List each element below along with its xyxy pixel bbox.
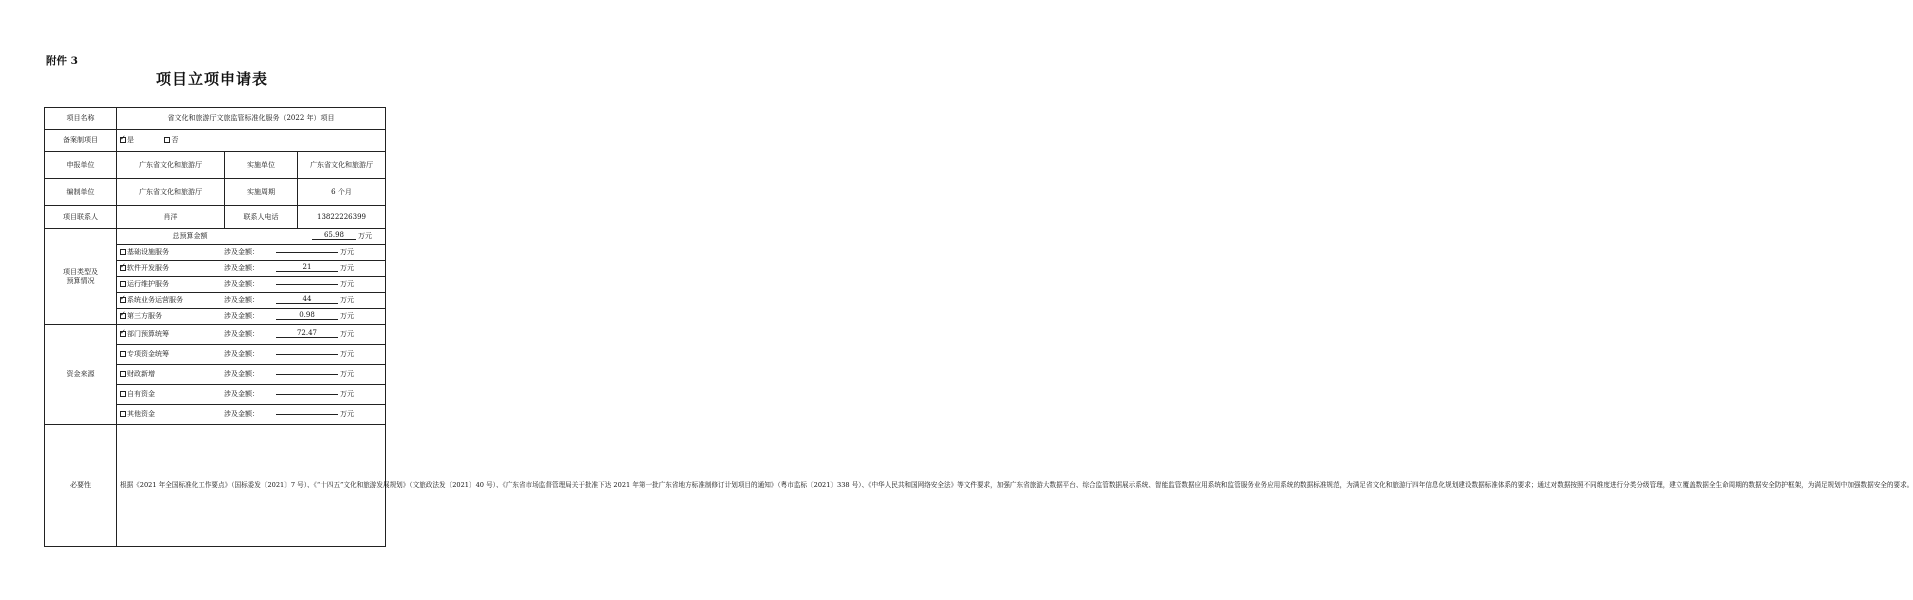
- period-value: 6 个月: [298, 179, 386, 206]
- funding-label: 资金来源: [45, 325, 117, 425]
- budget-type-label: [45, 229, 117, 325]
- project-name-value: 省文化和旅游厅文旅监管标准化服务（2022 年）项目: [117, 108, 386, 130]
- row-contact: [45, 206, 386, 229]
- filing-options: [117, 130, 386, 152]
- budget-type-checkbox[interactable]: [120, 265, 126, 271]
- filing-yes-checkbox[interactable]: [120, 137, 126, 143]
- form-title: 项目立项申请表: [155, 70, 268, 88]
- contact-value: 肖洋: [117, 206, 225, 229]
- applicant-value: 广东省文化和旅游厅: [117, 152, 225, 179]
- phone-value: 13822226399: [298, 206, 386, 229]
- budget-type-checkbox[interactable]: [120, 297, 126, 303]
- funding-amount-value: [276, 394, 338, 395]
- annex-label: 附件 3: [46, 55, 78, 67]
- necessity-row: [45, 425, 386, 547]
- budget-amount-label: 涉及金额：: [224, 280, 259, 289]
- budget-amount-unit: 万元: [340, 280, 354, 289]
- funding-amount-label: 涉及金额：: [224, 330, 259, 339]
- row-filing: [45, 130, 386, 152]
- funding-name: 部门预算统筹: [127, 330, 169, 339]
- budget-total-cell: [117, 229, 386, 245]
- funding-name: 其他资金: [127, 410, 155, 419]
- funding-amount-unit: 万元: [340, 410, 354, 419]
- funding-amount-label: 涉及金额：: [224, 370, 259, 379]
- funding-amount-value: [276, 354, 338, 355]
- necessity-text: 根据《2021 年全国标准化工作要点》（国标委发〔2021〕7 号）、《“十四五”文化和旅游发展规划》（文旅政法发〔2021〕40 号）、《广东省市场监督管理局关于批准下达 2021 年第一批广东省地方标准制修订计划项目的通知》（粤市监标〔2021〕338 号）、《中华人民共和国网络安全法》等文件要求，加强广东省旅游大数据平台、综合监管数据展示系统、智能监管数据应用系统和监管服务业务应用系统的数据标准规范，为满足省文化和旅游厅四年信息化规划建设数据标准体系的要求；通过对数据按照不同维度进行分类分级管理，建立覆盖数据全生命周期的数据安全防护框架，为满足规划中加强数据安全的要求。: [117, 425, 386, 547]
- budget-amount-unit: 万元: [340, 248, 354, 257]
- impl-unit-value: 广东省文化和旅游厅: [298, 152, 386, 179]
- project-name-label: 项目名称: [45, 108, 117, 130]
- funding-amount-label: 涉及金额：: [224, 410, 259, 419]
- phone-label: 联系人电话: [225, 206, 298, 229]
- budget-amount-value: 21: [276, 264, 338, 272]
- budget-type-name: 基础设施服务: [127, 248, 169, 257]
- funding-checkbox[interactable]: [120, 371, 126, 377]
- compiler-label: 编制单位: [45, 179, 117, 206]
- filing-yes-label: 是: [127, 136, 134, 145]
- budget-type-name: 软件开发服务: [127, 264, 169, 273]
- budget-type-checkbox[interactable]: [120, 281, 126, 287]
- budget-amount-label: 涉及金额：: [224, 296, 259, 305]
- budget-amount-unit: 万元: [340, 312, 354, 321]
- row-applicant: [45, 152, 386, 179]
- filing-no-label: 否: [171, 136, 179, 145]
- row-compiler: [45, 179, 386, 206]
- funding-amount-unit: 万元: [340, 350, 354, 359]
- budget-amount-unit: 万元: [340, 296, 354, 305]
- compiler-value: 广东省文化和旅游厅: [117, 179, 225, 206]
- funding-name: 自有资金: [127, 390, 155, 399]
- budget-amount-value: 0.98: [276, 312, 338, 320]
- budget-amount-value: 44: [276, 296, 338, 304]
- funding-checkbox[interactable]: [120, 351, 126, 357]
- budget-amount-label: 涉及金额：: [224, 264, 259, 273]
- funding-amount-value: [276, 414, 338, 415]
- funding-row: [45, 325, 386, 345]
- budget-total-row: [45, 229, 386, 245]
- funding-amount-value: 72.47: [276, 330, 338, 338]
- budget-type-name: 第三方服务: [127, 312, 162, 321]
- filing-label: 备案制项目: [45, 130, 117, 152]
- budget-type-checkbox[interactable]: [120, 249, 126, 255]
- funding-checkbox[interactable]: [120, 411, 126, 417]
- period-label: 实施周期: [225, 179, 298, 206]
- impl-unit-label: 实施单位: [225, 152, 298, 179]
- funding-amount-unit: 万元: [340, 370, 354, 379]
- budget-amount-value: [276, 284, 338, 285]
- budget-total-value: 65.98: [312, 232, 356, 240]
- funding-amount-unit: 万元: [340, 390, 354, 399]
- budget-type-label-line1: 项目类型及: [63, 268, 98, 277]
- funding-amount-label: 涉及金额：: [224, 390, 259, 399]
- contact-label: 项目联系人: [45, 206, 117, 229]
- budget-amount-label: 涉及金额：: [224, 248, 259, 257]
- row-project-name: [45, 108, 386, 130]
- budget-amount-value: [276, 252, 338, 253]
- budget-type-name: 运行维护服务: [127, 280, 169, 289]
- funding-checkbox[interactable]: [120, 331, 126, 337]
- budget-amount-unit: 万元: [340, 264, 354, 273]
- funding-amount-value: [276, 374, 338, 375]
- necessity-label: 必要性: [45, 425, 117, 547]
- funding-amount-label: 涉及金额：: [224, 350, 259, 359]
- budget-total-label: 总预算金额: [172, 232, 208, 241]
- funding-amount-unit: 万元: [340, 330, 354, 339]
- filing-no-checkbox[interactable]: [164, 137, 170, 143]
- funding-name: 专项资金统筹: [127, 350, 169, 359]
- budget-type-label-line2: 预算情况: [66, 276, 95, 285]
- funding-checkbox[interactable]: [120, 391, 126, 397]
- budget-total-unit: 万元: [358, 232, 372, 241]
- application-form-table: [44, 107, 1913, 547]
- budget-amount-label: 涉及金额：: [224, 312, 259, 321]
- funding-name: 财政新增: [127, 370, 155, 379]
- budget-type-checkbox[interactable]: [120, 313, 126, 319]
- applicant-label: 申报单位: [45, 152, 117, 179]
- budget-type-name: 系统业务运营服务: [127, 296, 183, 305]
